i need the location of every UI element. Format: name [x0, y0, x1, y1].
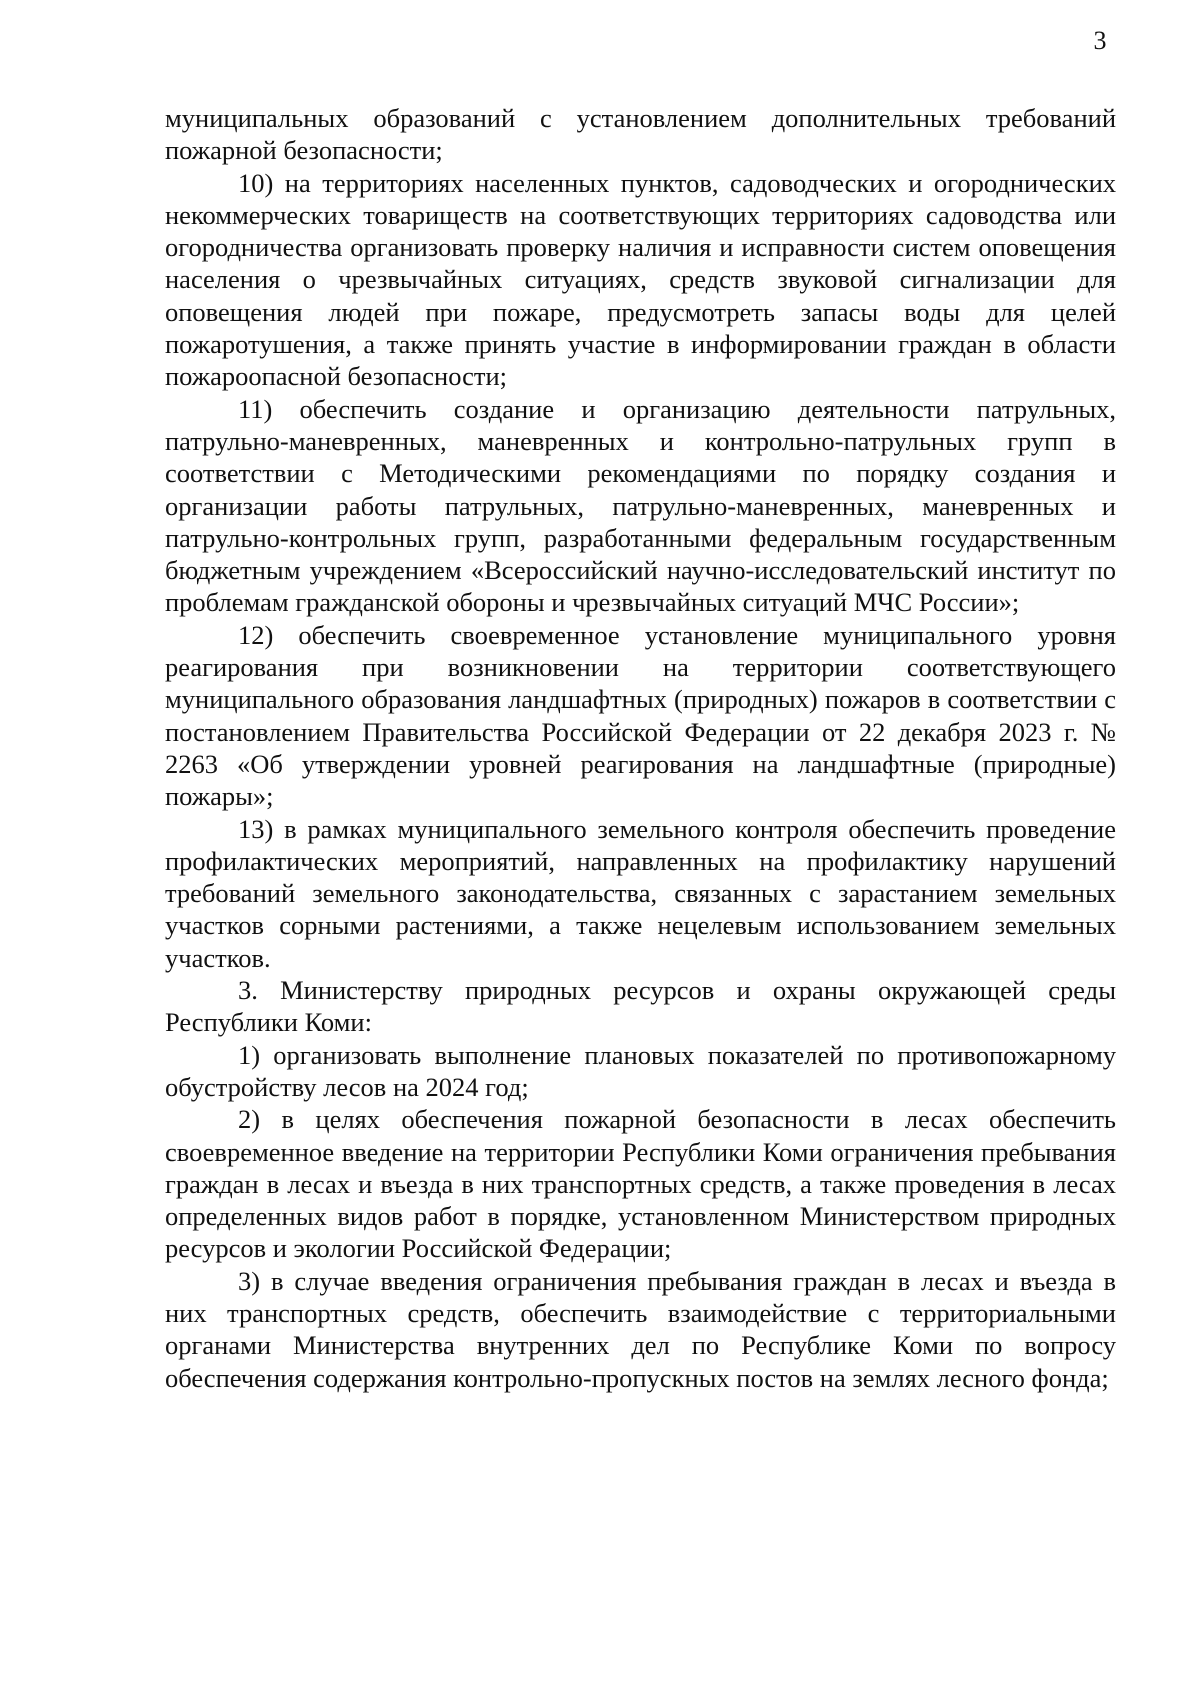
paragraph-item-11: 11) обеспечить создание и организацию деятельности патрульных, патрульно-маневренных, маневренных и контрольно-патрульных групп в соответствии с Методическими рекомендациями по порядку создания и организации работы патрульных, патрульно-маневренных, маневренных и патрульно-контрольных групп, разработанными федеральным государственным бюджетным учреждением «Всероссийский научно-исследовательский институт по проблемам гражданской обороны и чрезвычайных ситуаций МЧС России»; — [165, 393, 1116, 618]
paragraph-item-13: 13) в рамках муниципального земельного контроля обеспечить проведение профилактических мероприятий, направленных на профилактику нарушений требований земельного законодательства, связанных с зарастанием земельных участков сорными растениями, а также нецелевым использованием земельных участков. — [165, 813, 1116, 973]
document-body — [165, 102, 1116, 1394]
paragraph-continuation: муниципальных образований с установлением дополнительных требований пожарной безопасности; — [165, 103, 1116, 166]
paragraph-item-10: 10) на территориях населенных пунктов, садоводческих и огороднических некоммерческих товариществ на соответствующих территориях садоводства или огородничества организовать проверку наличия и исправности систем оповещения населения о чрезвычайных ситуациях, средств звуковой сигнализации для оповещения людей при пожаре, предусмотреть запасы воды для целей пожаротушения, а также принять участие в информировании граждан в области пожароопасной безопасности; — [165, 167, 1116, 392]
paragraph-subitem-1: 1) организовать выполнение плановых показателей по противопожарному обустройству лесов на 2024 год; — [165, 1039, 1116, 1102]
paragraph-section-3: 3. Министерству природных ресурсов и охраны окружающей среды Республики Коми: — [165, 975, 1116, 1038]
paragraph-subitem-3: 3) в случае введения ограничения пребывания граждан в лесах и въезда в них транспортных средств, обеспечить взаимодействие с территориальными органами Министерства внутренних дел по Республике Коми по вопросу обеспечения содержания контрольно-пропускных постов на землях лесного фонда; — [165, 1265, 1116, 1393]
paragraph-subitem-2: 2) в целях обеспечения пожарной безопасности в лесах обеспечить своевременное введение на территории Республики Коми ограничения пребывания граждан в лесах и въезда в них транспортных средств, а также проведения в лесах определенных видов работ в порядке, установленном Министерством природных ресурсов и экологии Российской Федерации; — [165, 1104, 1116, 1264]
paragraph-item-12: 12) обеспечить своевременное установление муниципального уровня реагирования при возникновении на территории соответствующего муниципального образования ландшафтных (природных) пожаров в соответствии с постановлением Правительства Российской Федерации от 22 декабря 2023 г. № 2263 «Об утверждении уровней реагирования на ландшафтные (природные) пожары»; — [165, 619, 1116, 812]
page-number: 3 — [1093, 26, 1107, 55]
